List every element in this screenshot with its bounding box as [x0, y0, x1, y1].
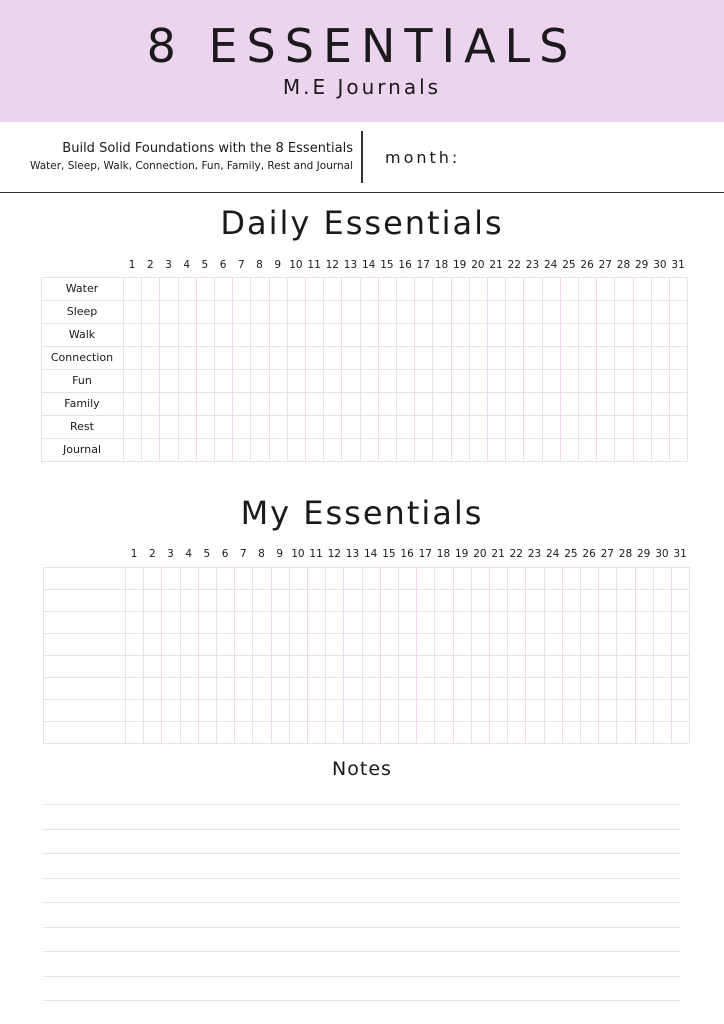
day-number: 14	[364, 548, 378, 560]
grid-row-line	[41, 415, 687, 416]
grid-row-line	[43, 699, 689, 700]
day-number: 9	[276, 548, 284, 560]
grid-column-line	[305, 277, 306, 461]
grid-column-line	[580, 567, 581, 743]
day-number: 22	[507, 259, 521, 271]
day-number: 17	[416, 259, 430, 271]
notes-line	[43, 1000, 681, 1001]
grid-column-line	[635, 567, 636, 743]
grid-column-line	[325, 567, 326, 743]
day-number: 23	[525, 259, 540, 271]
row-label-rest: Rest	[70, 419, 94, 433]
grid-column-line	[250, 277, 251, 461]
day-number: 5	[203, 548, 211, 560]
grid-row-line	[41, 392, 687, 393]
grid-column-line	[562, 567, 563, 743]
day-number: 2	[148, 548, 156, 560]
grid-column-line	[398, 567, 399, 743]
day-number: 21	[489, 259, 503, 271]
day-number: 18	[434, 259, 449, 271]
grid-column-line	[542, 277, 543, 461]
day-number: 20	[473, 548, 487, 560]
month-label: month:	[385, 148, 461, 167]
grid-column-line	[469, 277, 470, 461]
day-number: 3	[165, 259, 172, 271]
day-number: 19	[455, 548, 469, 560]
grid-column-line	[378, 277, 379, 461]
vertical-divider	[361, 131, 363, 183]
intro-essentials-list: Water, Sleep, Walk, Connection, Fun, Family, Rest and Journal	[30, 160, 353, 172]
day-number: 21	[491, 548, 505, 560]
grid-column-line	[596, 277, 597, 461]
day-number: 19	[453, 259, 467, 271]
grid-column-line	[323, 277, 324, 461]
day-number: 26	[580, 259, 594, 271]
grid-column-line	[287, 277, 288, 461]
day-number: 22	[509, 548, 523, 560]
grid-column-line	[689, 567, 690, 743]
grid-column-line	[252, 567, 253, 743]
day-number: 14	[362, 259, 376, 271]
grid-row-line	[43, 567, 689, 568]
day-number: 3	[167, 548, 174, 560]
grid-column-line	[671, 567, 672, 743]
day-number: 11	[307, 259, 321, 271]
day-number: 27	[600, 548, 614, 560]
grid-row-line	[43, 611, 689, 612]
day-number: 16	[400, 548, 414, 560]
day-number: 18	[436, 548, 451, 560]
day-number: 24	[546, 548, 560, 560]
grid-column-line	[487, 277, 488, 461]
row-label-fun: Fun	[72, 373, 92, 387]
grid-row-line	[43, 655, 689, 656]
day-number: 5	[201, 259, 209, 271]
grid-row-line	[41, 461, 687, 462]
page-title: 8 ESSENTIALS	[146, 19, 578, 73]
grid-column-line	[307, 567, 308, 743]
grid-column-line	[178, 277, 179, 461]
notes-line	[43, 829, 681, 830]
grid-column-line	[123, 277, 124, 461]
grid-column-line	[560, 277, 561, 461]
row-label-walk: Walk	[68, 327, 96, 341]
day-number: 28	[616, 259, 631, 271]
grid-column-line	[269, 277, 270, 461]
grid-column-line	[633, 277, 634, 461]
grid-column-line	[343, 567, 344, 743]
day-number: 24	[544, 259, 558, 271]
notes-line	[43, 976, 681, 977]
grid-column-line	[180, 567, 181, 743]
day-number: 29	[637, 548, 651, 560]
grid-column-line	[43, 567, 44, 743]
grid-row-line	[41, 277, 687, 278]
day-number: 31	[673, 548, 687, 560]
notes-title: Notes	[332, 758, 392, 780]
day-number: 10	[291, 548, 305, 560]
day-number: 25	[564, 548, 578, 560]
day-number: 6	[219, 259, 227, 271]
day-number: 10	[289, 259, 303, 271]
grid-column-line	[232, 277, 233, 461]
grid-column-line	[544, 567, 545, 743]
intro-headline: Build Solid Foundations with the 8 Essentials	[62, 141, 353, 156]
grid-column-line	[196, 277, 197, 461]
grid-column-line	[141, 277, 142, 461]
grid-column-line	[505, 277, 506, 461]
row-label-connection: Connection	[50, 350, 114, 364]
day-number: 16	[398, 259, 412, 271]
row-label-family: Family	[64, 396, 100, 410]
row-label-sleep: Sleep	[66, 304, 98, 318]
day-number: 2	[146, 259, 154, 271]
day-number: 15	[382, 548, 396, 560]
day-number: 27	[598, 259, 612, 271]
grid-column-line	[578, 277, 579, 461]
daily-essentials-title: Daily Essentials	[220, 204, 504, 242]
grid-column-line	[216, 567, 217, 743]
notes-line	[43, 902, 681, 903]
day-number: 8	[258, 548, 265, 560]
grid-row-line	[43, 589, 689, 590]
grid-column-line	[380, 567, 381, 743]
day-number: 29	[635, 259, 649, 271]
day-number: 26	[582, 548, 596, 560]
grid-column-line	[653, 567, 654, 743]
notes-line	[43, 804, 681, 805]
grid-column-line	[414, 277, 415, 461]
day-number: 13	[345, 548, 360, 560]
grid-column-line	[507, 567, 508, 743]
day-number: 28	[618, 548, 633, 560]
day-number: 4	[183, 259, 191, 271]
grid-column-line	[234, 567, 235, 743]
grid-column-line	[525, 567, 526, 743]
day-number: 30	[655, 548, 669, 560]
day-number: 25	[562, 259, 576, 271]
day-number: 12	[325, 259, 339, 271]
grid-column-line	[616, 567, 617, 743]
day-number: 1	[128, 259, 136, 271]
grid-row-line	[41, 346, 687, 347]
grid-column-line	[360, 277, 361, 461]
grid-column-line	[159, 277, 160, 461]
brand-name: M.E Journals	[282, 75, 442, 99]
grid-column-line	[614, 277, 615, 461]
day-number: 30	[653, 259, 667, 271]
notes-line	[43, 878, 681, 879]
grid-column-line	[651, 277, 652, 461]
day-number: 9	[274, 259, 282, 271]
grid-row-line	[41, 323, 687, 324]
horizontal-divider	[0, 192, 724, 193]
day-number: 13	[343, 259, 358, 271]
grid-column-line	[434, 567, 435, 743]
intro-block	[0, 140, 353, 174]
grid-column-line	[362, 567, 363, 743]
grid-row-line	[43, 677, 689, 678]
grid-row-line	[41, 438, 687, 439]
day-number: 7	[237, 259, 245, 271]
grid-column-line	[396, 277, 397, 461]
grid-column-line	[471, 567, 472, 743]
notes-line	[43, 853, 681, 854]
header-banner	[0, 0, 724, 122]
grid-column-line	[214, 277, 215, 461]
day-number: 17	[418, 548, 432, 560]
day-number: 4	[185, 548, 193, 560]
notes-line	[43, 951, 681, 952]
grid-column-line	[523, 277, 524, 461]
row-label-water: Water	[65, 281, 99, 295]
grid-column-line	[198, 567, 199, 743]
grid-column-line	[341, 277, 342, 461]
grid-column-line	[161, 567, 162, 743]
grid-column-line	[125, 567, 126, 743]
day-number: 20	[471, 259, 485, 271]
my-essentials-title: My Essentials	[240, 494, 484, 532]
grid-row-line	[41, 369, 687, 370]
grid-row-line	[41, 300, 687, 301]
grid-column-line	[271, 567, 272, 743]
grid-column-line	[143, 567, 144, 743]
day-number: 23	[527, 548, 542, 560]
grid-column-line	[432, 277, 433, 461]
grid-column-line	[289, 567, 290, 743]
day-number: 8	[256, 259, 263, 271]
grid-column-line	[669, 277, 670, 461]
grid-column-line	[453, 567, 454, 743]
grid-column-line	[416, 567, 417, 743]
grid-row-line	[43, 633, 689, 634]
day-number: 6	[221, 548, 229, 560]
day-number: 31	[671, 259, 685, 271]
day-number: 15	[380, 259, 394, 271]
grid-column-line	[687, 277, 688, 461]
row-label-journal: Journal	[62, 442, 102, 456]
day-number: 12	[327, 548, 341, 560]
day-number: 7	[239, 548, 247, 560]
grid-row-line	[43, 743, 689, 744]
notes-line	[43, 927, 681, 928]
grid-row-line	[43, 721, 689, 722]
grid-column-line	[489, 567, 490, 743]
grid-column-line	[451, 277, 452, 461]
day-number: 1	[130, 548, 138, 560]
grid-column-line	[598, 567, 599, 743]
day-number: 11	[309, 548, 323, 560]
